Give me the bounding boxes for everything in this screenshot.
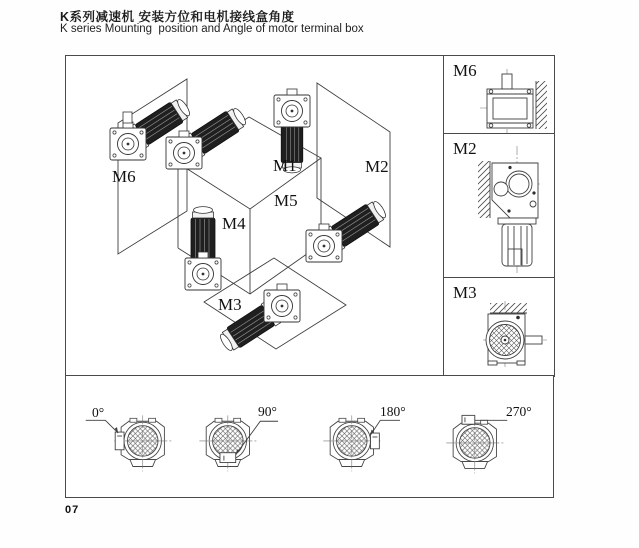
side-panel-m6 [443,55,555,134]
terminal-box-270-drawing [431,376,553,497]
side-panel-m3 [443,277,555,377]
isometric-mounting-panel [65,55,445,377]
angle-label-270: 270° [506,404,532,419]
angle-panel-90 [188,375,310,498]
terminal-box [115,432,124,450]
gearmotor-m4 [185,207,221,290]
terminal-box-90-drawing [188,376,309,497]
iso-label-m1: M1 [273,156,297,175]
side-panel-m6-label: M6 [453,61,477,80]
wall-hatch [536,81,547,129]
angle-panel-270 [431,375,554,498]
terminal-box [220,453,236,463]
side-panel-m2 [443,133,555,278]
wall-hatch [490,303,527,313]
side-panel-m3-label: M3 [453,283,477,302]
page-title-chinese: K系列减速机 安装方位和电机接线盒角度 [60,10,295,24]
iso-label-m6: M6 [112,167,136,186]
leader-line [86,420,118,433]
terminal-box-0-drawing [66,376,188,497]
side-panel-m2-label: M2 [453,139,477,158]
iso-label-m2: M2 [365,157,389,176]
angle-label-180: 180° [380,404,406,419]
wall-hatch [478,161,490,218]
angle-panel-0 [65,375,189,498]
angle-panel-180 [309,375,432,498]
terminal-box [462,415,475,424]
page-title-english: K series Mounting position and Angle of motor terminal box [60,23,364,35]
iso-label-m5: M5 [274,191,298,210]
angle-label-0: 0° [92,405,105,420]
gearmotor-m5 [306,197,390,262]
terminal-box [370,433,379,449]
iso-label-m4: M4 [222,214,246,233]
isometric-diagram [66,56,444,376]
terminal-box-180-drawing [309,376,431,497]
angle-label-90: 90° [258,404,277,419]
page-number: 07 [65,504,80,516]
iso-label-m3: M3 [218,295,242,314]
